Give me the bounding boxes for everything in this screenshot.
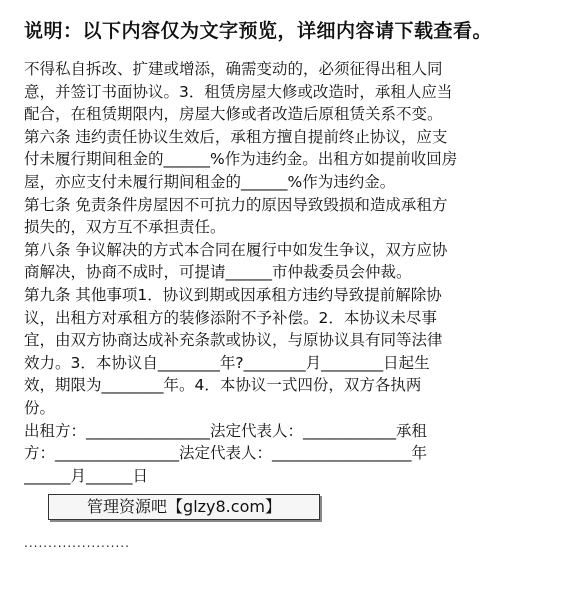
- text-line: 不得私自拆改、扩建或增添，确需变动的，必须征得出租人同: [24, 60, 443, 78]
- text-line: 屋，亦应支付未履行期间租金的______%作为违约金。: [24, 172, 396, 191]
- text-line: ______月______日: [24, 466, 149, 485]
- text-line: 效力。3．本协议自________年?________月________日起生: [24, 353, 430, 372]
- text-line: 份。: [24, 398, 56, 417]
- watermark-banner: 管理资源吧【glzy8.com】: [48, 494, 320, 520]
- text-line: 配合，在租赁期限内，房屋大修或者改造后原租赁关系不变。: [24, 105, 443, 124]
- text-line: 商解决，协商不成时，可提请______市仲裁委员会仲裁。: [24, 263, 412, 282]
- text-line: 意，并签订书面协议。3．租赁房屋大修或改造时，承租人应当: [24, 82, 453, 101]
- text-line: 第六条 违约责任协议生效后，承租方擅自提前终止协议，应支: [24, 127, 448, 146]
- text-line: 损失的，双方互不承担责任。: [24, 218, 226, 237]
- preview-notice: 说明：以下内容仅为文字预览，详细内容请下载查看。: [24, 20, 493, 42]
- text-line: 第七条 免责条件房屋因不可抗力的原因导致毁损和造成承租方: [24, 195, 448, 214]
- text-line: 出租方：________________法定代表人：____________承租: [24, 421, 428, 440]
- text-line: 第九条 其他事项1．协议到期或因承租方违约导致提前解除协: [24, 285, 442, 304]
- text-line: 第八条 争议解决的方式本合同在履行中如发生争议，双方应协: [24, 240, 448, 259]
- text-line: 付未履行期间租金的______%作为违约金。出租方如提前收回房: [24, 150, 458, 169]
- document-body: [24, 58, 560, 487]
- text-line: 议，出租方对承租方的装修添附不予补偿。2．本协议未尽事: [24, 308, 437, 327]
- text-line: 宜，由双方协商达成补充条款或协议，与原协议具有同等法律: [24, 331, 443, 350]
- text-line: 效，期限为________年。4．本协议一式四份，双方各执两: [24, 376, 422, 395]
- ellipsis-dots: ......................: [24, 536, 130, 550]
- text-line: 方：________________法定代表人：__________________年: [24, 444, 428, 463]
